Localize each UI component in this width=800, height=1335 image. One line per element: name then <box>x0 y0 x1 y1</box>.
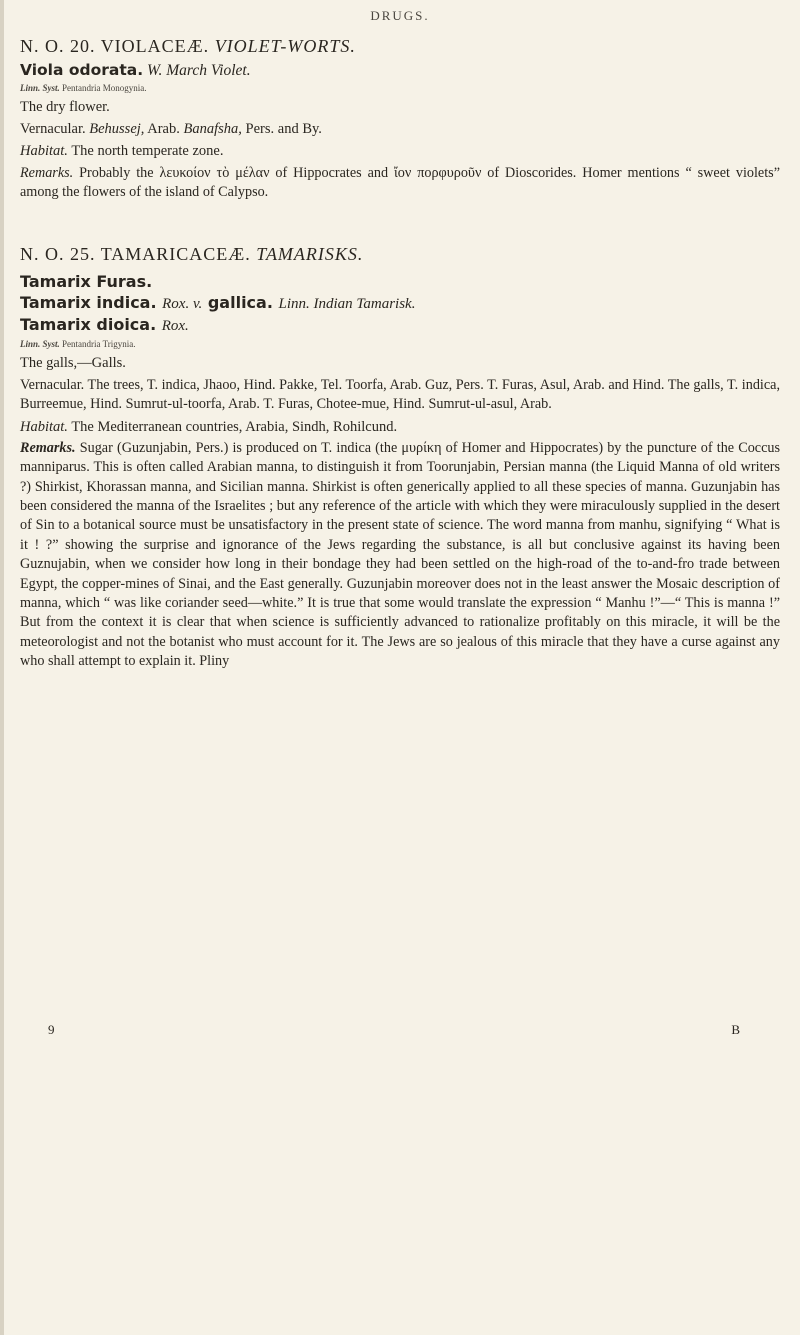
vernacular-lang: Pers. and By. <box>245 121 322 137</box>
linn-value: Pentandria Trigynia. <box>62 339 136 349</box>
species-name-furas: Tamarix Furas. <box>20 272 153 291</box>
running-header: DRUGS. <box>370 8 430 23</box>
order-name: VIOLACEÆ. <box>100 36 210 56</box>
species-authority: Rox. v. <box>162 296 203 312</box>
species-variety: gallica. <box>207 293 273 312</box>
linn-label: Linn. Syst. <box>20 83 60 93</box>
vernacular-line <box>20 120 780 139</box>
order-common-name: TAMARISKS. <box>256 244 364 264</box>
vernacular-name: Behussej, <box>89 121 145 137</box>
order-number: N. O. 25. <box>20 244 96 264</box>
habitat-label: Habitat. <box>20 418 68 435</box>
species-common-name: Linn. Indian Tamarisk. <box>278 296 416 312</box>
vernacular-label: Vernacular. <box>20 121 86 137</box>
vernacular-label: Vernacular. <box>20 377 85 393</box>
drug-part: The dry flower. <box>20 99 110 115</box>
habitat-text: The Mediterranean countries, Arabia, Sindh, Rohilcund. <box>71 418 398 435</box>
page-edge <box>0 0 4 1335</box>
species-name-indica <box>20 293 780 313</box>
species-authority: Rox. <box>161 318 189 334</box>
remarks-label: Remarks. <box>20 165 74 181</box>
signature-mark: B <box>731 1022 740 1037</box>
order-name: TAMARICACEÆ. <box>100 244 251 264</box>
vernacular-paragraph <box>20 376 780 415</box>
remarks-label: Remarks. <box>20 439 76 456</box>
linnaean-system <box>20 83 780 93</box>
remarks-paragraph <box>20 164 780 203</box>
species-authority: W. March Violet. <box>146 62 251 79</box>
vernacular-name: Banafsha, <box>183 121 242 137</box>
order-number: N. O. 20. <box>20 36 96 56</box>
vernacular-text: The trees, T. indica, Jhaoo, Hind. Pakke, Tel. Toorfa, Arab. Guz, Pers. T. Furas, Asul, Arab. and Hind. The galls, T. indica, Burreemue, Hind. Sumrut-ul-toorfa, Arab. T. Furas, Chotee-mue, Hind. Sumrut-ul-asul, Arab. <box>20 377 780 413</box>
section-heading-tamaricaceae <box>20 244 780 265</box>
habitat-text: The north temperate zone. <box>71 143 224 159</box>
linn-value: Pentandria Monogynia. <box>62 83 147 93</box>
habitat-line <box>20 418 780 437</box>
order-common-name: VIOLET-WORTS. <box>214 36 356 56</box>
section-heading-violaceae <box>20 36 780 57</box>
species-name-dioica <box>20 315 780 335</box>
species-bold-name: Tamarix indica. <box>20 293 157 312</box>
species-bold-name: Viola odorata. <box>20 61 144 79</box>
tamarix-section <box>20 244 780 672</box>
page-number: 9 <box>48 1022 55 1037</box>
habitat-line <box>20 142 780 161</box>
habitat-label: Habitat. <box>20 143 68 159</box>
linn-label: Linn. Syst. <box>20 339 60 349</box>
remarks-paragraph <box>20 439 780 672</box>
remarks-text: Sugar (Guzunjabin, Pers.) is produced on T. indica (the μυρίκη of Homer and Hippocrates) by the puncture of the Coccus manniparus. This is often called Arabian manna, to distinguish it from Toorunjabin, Persian manna (the Liquid Manna of old writers ?) Shirkist, Khorassan manna, and Sicilian manna. Shirkist is often generically applied to all these species of manna. Guzunjabin has been considered the manna of the Israelites ; but any reference of the article with which they were miraculously supplied in the desert of Sin to a botanical source must be unsatisfactory in the present state of science. The word manna from manhu, signifying “ What is it ! ?” showing the surprise and ignorance of the Jews regarding the substance, is all but conclusive against its having been Guznujabin, when we consider how long in their bondage they had been settled on the high-road of the to-and-fro trade between Egypt, the copper-mines of Sinai, and the East generally. Guzunjabin moreover does not in the least answer the Mosaic description of manna, which “ was like coriander seed—white.” It is true that some would translate the expression “ Manhu !”—“ This is manna !” But from the context it is clear that when science is sufficiently advanced to rationalize profitably on this miracle, it will be the meteorologist and not the botanist who must account for it. The Jews are so jealous of this miracle that they have a curse against any who shall attempt to explain it. Pliny <box>20 439 780 670</box>
vernacular-lang: Arab. <box>147 121 180 137</box>
drug-part: The galls,—Galls. <box>20 355 126 371</box>
remarks-text: Probably the λευκοίον τὸ μέλαν of Hippocrates and ἴον πορφυροῦν of Dioscorides. Homer mentions “ sweet violets” among the flowers of the island of Calypso. <box>20 165 780 201</box>
species-bold-name: Tamarix dioica. <box>20 315 157 334</box>
linnaean-system <box>20 339 780 349</box>
viola-section <box>20 36 780 203</box>
species-name-viola <box>20 61 780 80</box>
